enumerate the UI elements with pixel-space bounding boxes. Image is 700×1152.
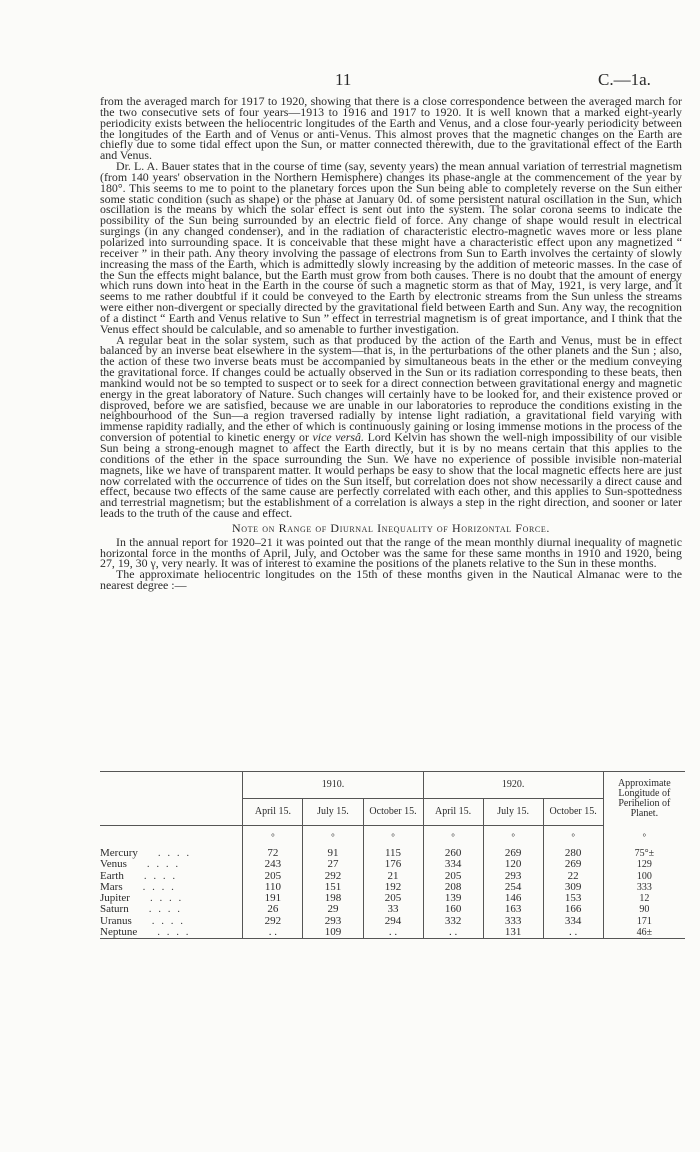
leader-dots: . . . . <box>157 847 192 859</box>
table-cell: 110 <box>243 882 303 893</box>
table-corner <box>100 772 243 799</box>
table-cell: . . <box>243 927 303 939</box>
paragraph: In the annual report for 1920–21 it was pointed out that the range of the mean monthly diurnal inequality of magnetic horizontal force in the months of April, July, and October was the same for these same months in 1910 and 1920, being 27, 19, 30 γ, very nearly. It was of interest to examine the positions of the planets relative to the Sun in these months. <box>100 534 682 571</box>
table-cell: 269 <box>483 848 543 859</box>
planet-name: Jupiter <box>100 892 130 905</box>
leader-dots: . . . . <box>146 858 181 871</box>
planet-name: Venus <box>100 858 127 871</box>
perihelion-cell: 75°± <box>603 848 685 859</box>
longitude-table-wrap <box>100 771 685 939</box>
degree-unit: ° <box>603 826 685 849</box>
table-cell: 115 <box>363 848 423 859</box>
degree-unit: ° <box>243 826 303 849</box>
leader-dots: . . . . <box>149 892 184 905</box>
degree-unit: ° <box>423 826 483 849</box>
table-cell: . . <box>423 927 483 939</box>
table-cell: 309 <box>543 882 603 893</box>
table-cell: 334 <box>543 916 603 927</box>
table-cell: 153 <box>543 893 603 904</box>
planet-name: Mercury <box>100 847 138 859</box>
table-cell: 176 <box>363 859 423 870</box>
table-cell: 205 <box>243 871 303 882</box>
planet-name: Mars <box>100 880 123 893</box>
month-header: October 15. <box>543 799 603 826</box>
perihelion-cell: 12 <box>603 893 685 904</box>
paragraph: The approximate heliocentric longitudes on the 15th of these months given in the Nautical Almanac were to the nearest degree :— <box>100 567 682 593</box>
perihelion-header: Approximate Longitude of Perihelion of Planet. <box>603 772 685 826</box>
paragraph: Dr. L. A. Bauer states that in the course of time (say, seventy years) the mean annual variation of terrestrial magnetism (from 140 years' observation in the Northern Hemisphere) changes its phase-angle at the commencement of the year by 180°. This seems to me to point to the planetary forces upon the Sun being able to completely reverse on the Sun either some static condition (such as shape) or the phase at January 0d. of some persistent natural oscillation in the Sun, which oscillation is the means by which the solar effect is sent out into the system. The solar corona seems to indicate the possibility of the Sun being surrounded by an electric field of force. Any change of shape would result in electrical surgings (in any changed condenser), and in the radiation of characteristic electro-magnetic waves more or less plane polarized into surrounding space. It is conceivable that these might have a characteristic effect upon any magnetized “ receiver ” in their path. Any theory involving the passage of electrons from Sun to Earth involves the certainty of slowly increasing the mass of the Earth, which is admittedly slowly increasing by the addition of meteoric masses. In the case of the Sun the effects might balance, but the Earth must grow from both causes. There is no doubt that the amount of energy which runs down into heat in the Earth in the course of such a magnetic storm as that of May, 1921, is very large, and it seems to me rather doubtful if it could be conveyed to the Earth by electronic streams from the Sun unless the streams were either non-divergent or specially directed by the gravitational field between Earth and Sun. Any way, the recognition of a distinct “ Earth and Venus relative to Sun ” effect in terrestrial magnetism is of great importance, and I think that the Venus effect should be calculable, and so amenable to further investigation. <box>100 159 682 336</box>
leader-dots: . . . . <box>148 903 182 916</box>
year-1920-header: 1920. <box>423 772 603 799</box>
table-cell: 205 <box>423 871 483 882</box>
table-cell: 120 <box>483 859 543 870</box>
table-corner-dash <box>100 799 243 826</box>
paragraph-text: Lord Kelvin has shown the well-nigh impossibility of our visible Sun being a strong-enough magnet to affect the Earth directly, but it is by no means certain that this applies to the conditions of the ether in the space surrounding the Sun. We have no experience of possible invisible non-material magnets, like we have of transparent matter. It would perhaps be easy to show that the local magnetic effects here are just now correlated with the occurrence of tides on the Sun itself, but correlation does not show necessarily a direct cause and effect, because two effects of the same cause are perfectly correlated with each other, and this applies to Sun-spottedness and terrestrial magnetism; but the establishment of a correlation is always a step in the right direction, and sooner or later leads to the truth of the cause and effect. <box>100 430 682 521</box>
paragraph-text: A regular beat in the solar system, such as that produced by the action of the Earth and Venus, must be in effect balanced by an inverse beat elsewhere in the system—that is, in the perturbations of the other planets and the Sun ; also, the action of these two inverse beats must be accompanied by simultaneous beats in the ether or the medium conveying the gravitational force. If changes could be actually observed in the Sun or its radiation corresponding to these beats, then mankind would not be so tempted to suspect or to seek for a direct connection between gravitational energy and magnetic energy in the great laboratory of Nature. Such changes will certainly have to be looked for, and their existence proved or disproved, before we are satisfied, because we are unable in our laboratories to reproduce the conditions existing in the neighbourhood of the Sun—a region traversed radially by intense light radiation, a gravitational field varying with immense rapidity radially, and the ether of which is continuously gaining or losing immense motions in the process of the conversion of potential to kinetic energy or <box>100 332 682 445</box>
leader-dots: . . . . <box>143 869 178 882</box>
perihelion-cell: 333 <box>603 882 685 893</box>
table-cell: 27 <box>303 859 363 870</box>
table-cell: 33 <box>363 904 423 915</box>
table-cell: 254 <box>483 882 543 893</box>
table-cell: 22 <box>543 871 603 882</box>
table-cell: 139 <box>423 893 483 904</box>
table-cell: 293 <box>483 871 543 882</box>
month-header: April 15. <box>423 799 483 826</box>
table-cell: 294 <box>363 916 423 927</box>
body-text <box>100 96 682 591</box>
table-cell: 293 <box>303 916 363 927</box>
table-cell: 243 <box>243 859 303 870</box>
table-cell: 21 <box>363 871 423 882</box>
table-cell: 332 <box>423 916 483 927</box>
table-cell: . . <box>363 927 423 939</box>
perihelion-cell: 90 <box>603 904 685 915</box>
table-cell: 192 <box>363 882 423 893</box>
table-cell: 292 <box>243 916 303 927</box>
leader-dots: . . . . <box>142 880 176 893</box>
italic-phrase: vice versâ. <box>312 430 364 445</box>
planet-name: Earth <box>100 869 124 882</box>
table-cell: 205 <box>363 893 423 904</box>
table-cell: 26 <box>243 904 303 915</box>
planet-name: Uranus <box>100 914 132 927</box>
table-cell: 109 <box>303 927 363 939</box>
degree-unit: ° <box>363 826 423 849</box>
degree-unit: ° <box>483 826 543 849</box>
table-cell: 166 <box>543 904 603 915</box>
table-cell: 131 <box>483 927 543 939</box>
table-cell: 91 <box>303 848 363 859</box>
series-code: C.—1a. <box>598 70 651 89</box>
degree-unit: ° <box>543 826 603 849</box>
degree-unit: ° <box>303 826 363 849</box>
table-cell: 72 <box>243 848 303 859</box>
planet-name: Saturn <box>100 903 129 916</box>
table-row <box>100 859 685 870</box>
table-cell: 260 <box>423 848 483 859</box>
table-cell: 191 <box>243 893 303 904</box>
table-cell: 146 <box>483 893 543 904</box>
table-cell: 29 <box>303 904 363 915</box>
paragraph <box>100 332 682 521</box>
table-cell: 163 <box>483 904 543 915</box>
table-cell: 208 <box>423 882 483 893</box>
leader-dots: . . . . <box>157 926 191 939</box>
paragraph: from the averaged march for 1917 to 1920, showing that there is a close correspondence between the averaged march for the two consecutive sets of four years—1913 to 1916 and 1917 to 1920. It is well known that a marked eight-yearly periodicity exists between the heliocentric longitudes of the Earth and Venus, and a close four-yearly periodicity between the longitudes of the Earth and of Venus or anti-Venus. This almost proves that the magnetic changes on the Earth are chiefly due to some tidal effect upon the Sun, or matter connected therewith, due to the gravitational effect of the Earth and Venus. <box>100 94 682 163</box>
perihelion-cell: 46± <box>603 927 685 939</box>
table-cell: 280 <box>543 848 603 859</box>
table-cell: 333 <box>483 916 543 927</box>
table-cell: 269 <box>543 859 603 870</box>
month-header: July 15. <box>303 799 363 826</box>
page-number: 11 <box>335 70 352 89</box>
leader-dots: . . . . <box>151 914 186 927</box>
table-cell: 292 <box>303 871 363 882</box>
table-cell: 334 <box>423 859 483 870</box>
perihelion-cell: 171 <box>603 916 685 927</box>
perihelion-cell: 129 <box>603 859 685 870</box>
table-cell: 151 <box>303 882 363 893</box>
month-header: April 15. <box>243 799 303 826</box>
month-header: October 15. <box>363 799 423 826</box>
table-cell: 160 <box>423 904 483 915</box>
table-row <box>100 927 685 939</box>
table-cell: 198 <box>303 893 363 904</box>
table-cell: . . <box>543 927 603 939</box>
planet-name: Neptune <box>100 926 138 939</box>
section-heading: Note on Range of Diurnal Inequality of Horizontal Force. <box>232 520 550 535</box>
longitude-table <box>100 771 685 939</box>
year-1910-header: 1910. <box>243 772 423 799</box>
month-header: July 15. <box>483 799 543 826</box>
perihelion-cell: 100 <box>603 871 685 882</box>
